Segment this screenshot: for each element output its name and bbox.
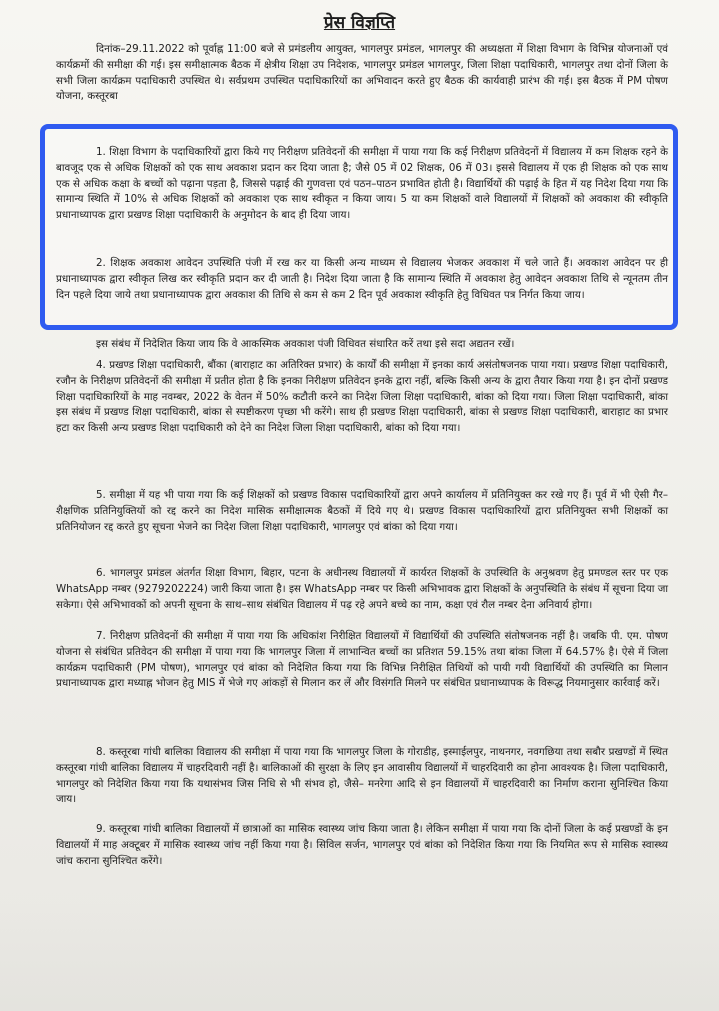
paragraph-5: 5. समीक्षा में यह भी पाया गया कि कई शिक्षकों को प्रखण्ड विकास पदाधिकारियों द्वारा अपने कार्यालय में प्रतिनियुक्त कर रखे गए हैं। पूर्व में भी ऐसी गैर–शैक्षणिक प्रतिनियुक्तियों को रद्द करने का निदेश मासिक समीक्षात्मक बैठकों में दिये गए थे। प्रखण्ड विकास पदाधिकारियों द्वारा प्रतिनियुक्त सभी शिक्षकों का प्रतिनियोजन रद्द करते हुए सूचना भेजने का निदेश जिला शिक्षा पदाधिकारी, भागलपुर एवं बांका को दिया गया। xyxy=(56,489,668,533)
paragraph-2: 2. शिक्षक अवकाश आवेदन उपस्थिति पंजी में रख कर या किसी अन्य माध्यम से विद्यालय भेजकर अवकाश में चले जाते हैं। अवकाश आवेदन पर ही प्रधानाध्यापक द्वारा स्वीकृत लिख कर स्वीकृति प्रदान कर दी जाती है। निदेश दिया जाता है कि सामान्य स्थिति में अवकाश हेतु आवेदन अवकाश तिथि से न्यूनतम तीन दिन पहले दिया जाये तथा प्रधानाध्यापक द्वारा अवकाश की तिथि से कम से कम 2 दिन पूर्व अवकाश स्वीकृति हेतु विधिवत पत्र निर्गत किया जाय। xyxy=(56,257,668,301)
paragraph-3: इस संबंध में निदेशित किया जाय कि वे आकस्मिक अवकाश पंजी विधिवत संधारित करें तथा इसे सदा अद्यतन रखें। xyxy=(96,338,515,350)
paragraph-4: 4. प्रखण्ड शिक्षा पदाधिकारी, बौंका (बाराहाट का अतिरिक्त प्रभार) के कार्यों की समीक्षा में इनका कार्य असंतोषजनक पाया गया। प्रखण्ड शिक्षा पदाधिकारी, रजौन के निरीक्षण प्रतिवेदनों की समीक्षा में प्रतीत होता है कि इनका निरीक्षण प्रतिवेदन इनके द्वारा नहीं, बल्कि किसी अन्य के द्वारा तैयार किया गया है। इन दोनों प्रखण्ड शिक्षा पदाधिकारियों के माह नवम्बर, 2022 के वेतन में 50% कटौती करने का निदेश जिला शिक्षा पदाधिकारी, बांका को दिया गया। जिला शिक्षा पदाधिकारी, बांका इस संबंध में प्रखण्ड शिक्षा पदाधिकारी, बांका से स्पष्टीकरण पृच्छा भी करेंगे। साथ ही प्रखण्ड शिक्षा पदाधिकारी, बांका से प्रखण्ड शिक्षा पदाधिकारी, बाराहाट का प्रभार हटा कर किसी अन्य प्रखण्ड शिक्षा पदाधिकारी को देने का निदेश जिला शिक्षा पदाधिकारी, बांका को दिया गया। xyxy=(56,359,668,435)
paragraph-6: 6. भागलपुर प्रमंडल अंतर्गत शिक्षा विभाग, बिहार, पटना के अधीनस्थ विद्यालयों में कार्यरत शिक्षकों के उपस्थिति के अनुश्रवण हेतु प्रमण्डल स्तर पर एक WhatsApp नम्बर (9279202224) जारी किया जाता है। इस WhatsApp नम्बर पर किसी अभिभावक द्वारा शिक्षकों के अनुपस्थिति के संबंध में सूचना दिया जा सकेगा। ऐसे अभिभावकों को अपनी सूचना के साथ–साथ संबंधित विद्यालय में पढ़ रहे अपने बच्चे का नाम, कक्षा एवं रौल नम्बर देना अनिवार्य होगा। xyxy=(56,567,668,611)
intro-paragraph: दिनांक–29.11.2022 को पूर्वाह्न 11:00 बजे से प्रमंडलीय आयुक्त, भागलपुर प्रमंडल, भागलपुर की अध्यक्षता में शिक्षा विभाग के विभिन्न योजनाओं एवं कार्यक्रमों की समीक्षा की गई। इस समीक्षात्मक बैठक में क्षेत्रीय शिक्षा उप निदेशक, भागलपुर प्रमंडल भागलपुर, जिला शिक्षा पदाधिकारी, भागलपुर तथा दोनों जिला के सभी जिला कार्यक्रम पदाधिकारी उपस्थित थे। सर्वप्रथम उपस्थित पदाधिकारियों का अभिवादन करते हुए बैठक की कार्यवाही प्रारंभ की गई। इस बैठक में PM पोषण योजना, कस्तूरबा xyxy=(56,43,668,103)
press-release-title: प्रेस विज्ञप्ति xyxy=(323,13,396,33)
paragraph-9: 9. कस्तूरबा गांधी बालिका विद्यालयों में छात्राओं का मासिक स्वास्थ्य जांच किया जाता है। लेकिन समीक्षा में पाया गया कि दोनों जिला के कई प्रखण्डों के इन विद्यालयों में माह अक्टूबर में मासिक स्वास्थ्य जांच नहीं किया गया है। सिविल सर्जन, भागलपुर एवं बांका को निदेशित किया गया कि नियमित रूप से मासिक स्वास्थ्य जांच कराना सुनिश्चित करेंगे। xyxy=(56,823,668,867)
paragraph-8: 8. कस्तूरबा गांधी बालिका विद्यालय की समीक्षा में पाया गया कि भागलपुर जिला के गोराडीह, इस्माईलपुर, नाथनगर, नवगछिया तथा सबौर प्रखण्डों में स्थित कस्तूरबा गांधी बालिका विद्यालय में चाहरदिवारी नहीं है। बालिकाओं की सुरक्षा के लिए इन आवासीय विद्यालयों में चाहरदिवारी का होना आवश्यक है। जिला पदाधिकारी, भागलपुर को निदेशित किया गया कि यथासंभव जिस निधि से भी संभव हो, जैसे– मनरेगा आदि से इन विद्यालयों में चाहरदिवारी का निर्माण कराना सुनिश्चित किया जाय। xyxy=(56,746,668,806)
paper-shadow xyxy=(0,900,719,1011)
paragraph-7: 7. निरीक्षण प्रतिवेदनों की समीक्षा में पाया गया कि अधिकांश निरीक्षित विद्यालयों में विद्यार्थियों की उपस्थिति संतोषजनक नहीं है। जबकि पी. एम. पोषण योजना से संबंधित प्रतिवेदन की समीक्षा में पाया गया कि भागलपुर जिला में लाभान्वित बच्चों का प्रतिशत 59.15% तथा बांका जिला में 64.57% है। ऐसे में जिला कार्यक्रम पदाधिकारी (PM पोषण), भागलपुर एवं बांका को निदेशित किया गया कि विभिन्न निरीक्षित तिथियों को पायी गयी विद्यार्थियों की उपस्थिति का मिलान प्रधानाध्यापक द्वारा मध्याह्न भोजन हेतु MIS में भेजे गए आंकड़ों से मिलान कर लें और विसंगति मिलने पर संबंधित प्रधानाध्यापक के विरूद्ध नियमानुसार कार्रवाई करें। xyxy=(56,630,668,690)
paragraph-1: 1. शिक्षा विभाग के पदाधिकारियों द्वारा किये गए निरीक्षण प्रतिवेदनों की समीक्षा में पाया गया कि कई निरीक्षण प्रतिवेदनों में विद्यालय में कम शिक्षक रहने के बावजूद एक से अधिक शिक्षकों को एक साथ अवकाश प्रदान कर दिया जाता है; जैसे 05 में 02 शिक्षक, 06 में 03। इससे विद्यालय में एक ही शिक्षक को एक साथ एक से अधिक कक्षा के बच्चों को पढ़ाना पड़ता है, जिससे पढ़ाई की गुणवत्ता एवं पठन–पाठन प्रभावित होती है। विद्यार्थियों की पढ़ाई के हित में यह निदेश दिया गया कि सामान्य स्थिति में 10% से अधिक शिक्षकों को अवकाश एक साथ स्वीकृत न किया जाय। 5 या कम शिक्षकों वाले विद्यालयों में शिक्षकों को अवकाश की स्वीकृति प्रधानाध्यापक द्वारा प्रखण्ड शिक्षा पदाधिकारी के अनुमोदन के बाद ही दिया जाय। xyxy=(56,146,668,222)
